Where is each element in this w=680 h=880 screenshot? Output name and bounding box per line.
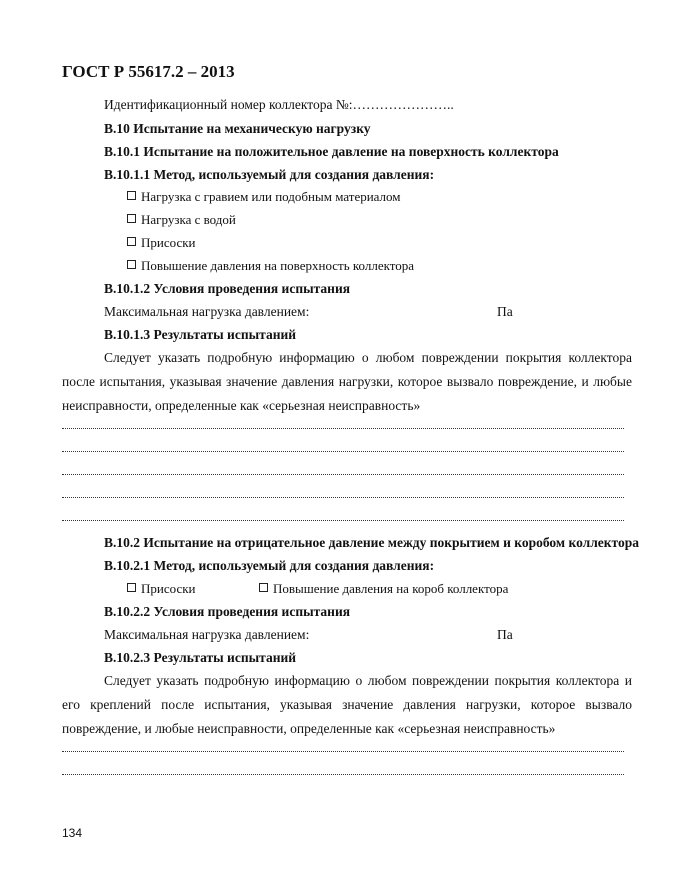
option-box-pressure[interactable] xyxy=(259,581,508,597)
answer-line[interactable] xyxy=(62,496,624,498)
section-b10-heading: В.10 Испытание на механическую нагрузку xyxy=(104,121,371,136)
answer-line[interactable] xyxy=(62,519,624,521)
option-gravel-load[interactable] xyxy=(127,189,401,205)
section-b10-2-1-heading: В.10.2.1 Метод, используемый для создания давления: xyxy=(104,558,435,573)
checkbox-icon[interactable] xyxy=(259,583,268,592)
page-number: 134 xyxy=(62,826,83,840)
answer-line[interactable] xyxy=(62,450,624,452)
unit-pa: Па xyxy=(497,304,513,319)
option-suction-cups-2[interactable] xyxy=(127,581,195,597)
checkbox-icon[interactable] xyxy=(127,260,136,269)
checkbox-icon[interactable] xyxy=(127,191,136,200)
section-b10-2-3-heading: В.10.2.3 Результаты испытаний xyxy=(104,650,297,665)
collector-id-line: Идентификационный номер коллектора №:………………….. xyxy=(104,97,454,112)
section-b10-1-1-heading: В.10.1.1 Метод, используемый для создания давления: xyxy=(104,167,435,182)
option-label: Присоски xyxy=(141,235,196,250)
option-label: Присоски xyxy=(141,581,196,596)
max-load-label: Максимальная нагрузка давлением: xyxy=(104,304,310,319)
unit-pa-2: Па xyxy=(497,627,513,642)
option-label: Нагрузка с водой xyxy=(141,212,236,227)
answer-line[interactable] xyxy=(62,427,624,429)
answer-line[interactable] xyxy=(62,750,624,752)
option-label: Повышение давления на короб коллектора xyxy=(273,581,509,596)
results-paragraph-2: Следует указать подробную информацию о любом повреждении покрытия коллектора и его креплений после испытания, указывая значение давления нагрузки, которое вызвало повреждение, и любые неисправности, определенные как «серьезная неисправность» xyxy=(62,673,632,736)
section-b10-1-3-heading: В.10.1.3 Результаты испытаний xyxy=(104,327,297,342)
section-b10-2-heading: В.10.2 Испытание на отрицательное давление между покрытием и коробом коллектора xyxy=(104,535,640,550)
option-surface-pressure[interactable] xyxy=(127,258,414,274)
answer-line[interactable] xyxy=(62,773,624,775)
answer-line[interactable] xyxy=(62,473,624,475)
section-b10-1-heading: В.10.1 Испытание на положительное давление на поверхность коллектора xyxy=(104,144,559,159)
checkbox-icon[interactable] xyxy=(127,583,136,592)
checkbox-icon[interactable] xyxy=(127,237,136,246)
option-water-load[interactable] xyxy=(127,212,236,228)
checkbox-icon[interactable] xyxy=(127,214,136,223)
max-load-label-2: Максимальная нагрузка давлением: xyxy=(104,627,310,642)
section-b10-2-2-heading: В.10.2.2 Условия проведения испытания xyxy=(104,604,351,619)
results-paragraph-1: Следует указать подробную информацию о любом повреждении покрытия коллектора после испытания, указывая значение давления нагрузки, которое вызвало повреждение, и любые неисправности, определенные как «серьезная неисправность» xyxy=(62,350,632,413)
option-suction-cups[interactable] xyxy=(127,235,195,251)
document-header: ГОСТ Р 55617.2 – 2013 xyxy=(62,62,235,81)
option-label: Повышение давления на поверхность коллектора xyxy=(141,258,415,273)
option-label: Нагрузка с гравием или подобным материалом xyxy=(141,189,401,204)
section-b10-1-2-heading: В.10.1.2 Условия проведения испытания xyxy=(104,281,351,296)
